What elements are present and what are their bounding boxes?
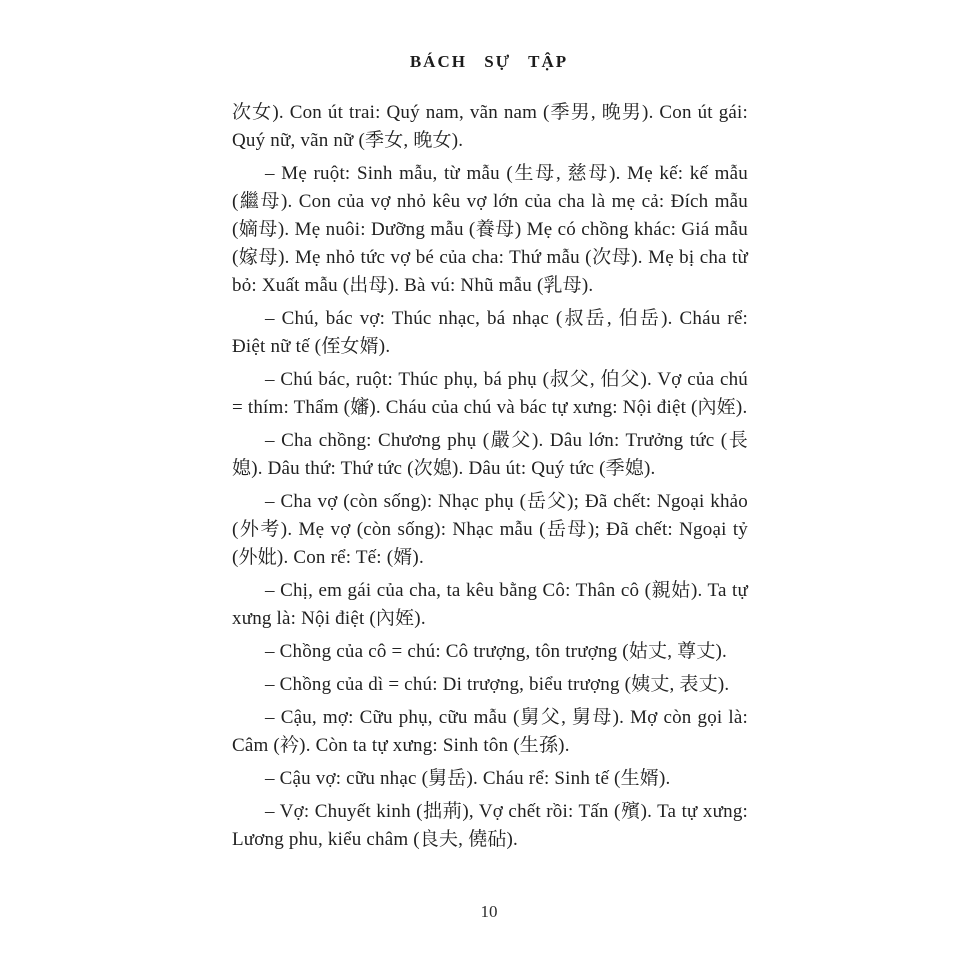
paragraph: – Chồng của cô = chú: Cô trượng, tôn trượng (姑丈, 尊丈). <box>265 641 728 662</box>
paragraph: – Chị, em gái của cha, ta kêu bằng Cô: Thân cô (親姑). Ta tự xưng là: Nội điệt (內姪). <box>232 580 748 629</box>
paragraph: 次女). Con út trai: Quý nam, vãn nam (季男, 晚男). Con út gái: Quý nữ, vãn nữ (季女, 晚女). <box>232 102 748 151</box>
page-header-title: BÁCH SỰ TẬP <box>409 52 569 71</box>
page-number: 10 <box>480 902 498 921</box>
paragraph: – Chồng của dì = chú: Di trượng, biểu trượng (姨丈, 表丈). <box>265 674 730 695</box>
paragraph: – Chú bác, ruột: Thúc phụ, bá phụ (叔父, 伯父). Vợ của chú = thím: Thẩm (嬸). Cháu của chú và bác tự xưng: Nội điệt (內姪). <box>232 369 748 418</box>
paragraph: – Cha chồng: Chương phụ (嚴父). Dâu lớn: Trưởng tức (長媳). Dâu thứ: Thứ tức (次媳). Dâu út: Quý tức (季媳). <box>232 430 748 479</box>
paragraph: – Vợ: Chuyết kinh (拙荊), Vợ chết rồi: Tấn (殯). Ta tự xưng: Lương phu, kiểu châm (良夫, 僥砧). <box>232 801 748 850</box>
paragraph: – Mẹ ruột: Sinh mẫu, từ mẫu (生母, 慈母). Mẹ kế: kế mẫu (繼母). Con của vợ nhỏ kêu vợ lớn của cha là mẹ cả: Đích mẫu (嫡母). Mẹ nuôi: Dưỡng mẫu (養母) Mẹ có chồng khác: Giá mẫu (嫁母). Mẹ nhỏ tức vợ bé của cha: Thứ mẫu (次母). Mẹ bị cha từ bỏ: Xuất mẫu (出母). Bà vú: Nhũ mẫu (乳母). <box>232 163 748 296</box>
body-text-block <box>232 99 748 859</box>
paragraph: – Cậu, mợ: Cữu phụ, cữu mẫu (舅父, 舅母). Mợ còn gọi là: Câm (衿). Còn ta tự xưng: Sinh tôn (生孫). <box>232 707 748 756</box>
paragraph: – Cậu vợ: cữu nhạc (舅岳). Cháu rể: Sinh tế (生婿). <box>265 768 671 789</box>
paragraph: – Chú, bác vợ: Thúc nhạc, bá nhạc (叔岳, 伯岳). Cháu rể: Điệt nữ tế (侄女婿). <box>232 308 748 357</box>
paragraph: – Cha vợ (còn sống): Nhạc phụ (岳父); Đã chết: Ngoại khảo (外考). Mẹ vợ (còn sống): Nhạc mẫu (岳母); Đã chết: Ngoại tỷ (外妣). Con rể: Tế: (婿). <box>232 491 748 568</box>
